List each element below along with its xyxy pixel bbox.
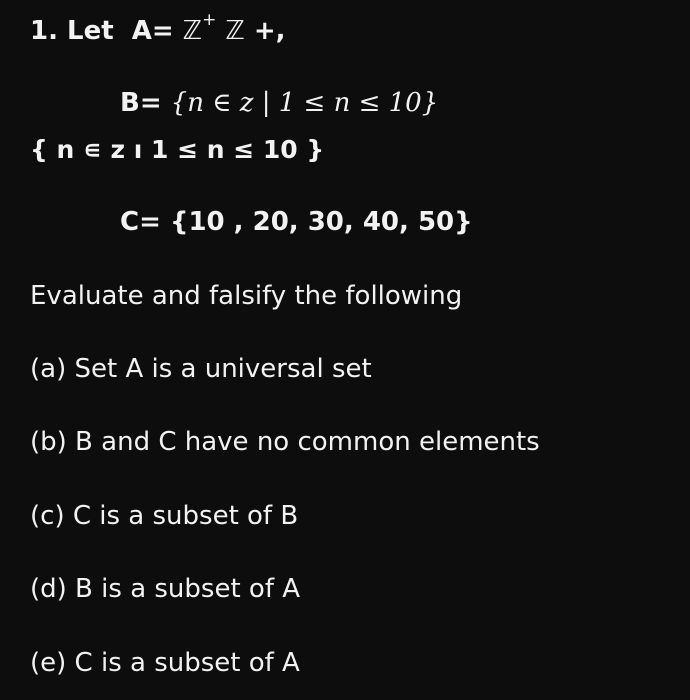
set-b-definition — [120, 87, 438, 119]
set-a-superscript: + — [202, 10, 217, 31]
statement-b: (b) B and C have no common elements — [30, 427, 540, 457]
statement-c: (c) C is a subset of B — [30, 501, 299, 531]
set-b-plain-notation: { n ∊ z ı 1 ≤ n ≤ 10 } — [30, 135, 325, 164]
set-b-label: B= — [120, 88, 162, 118]
set-a-tail: +, — [253, 16, 286, 46]
set-a-definition — [30, 10, 286, 47]
set-a-symbol: ℤ — [182, 16, 203, 46]
set-b-math-notation: {n ∈ z | 1 ≤ n ≤ 10} — [170, 88, 439, 118]
let-keyword: Let — [67, 16, 114, 46]
statement-e: (e) C is a subset of A — [30, 648, 300, 678]
set-c-definition — [120, 206, 473, 238]
set-c-elements: {10 , 20, 30, 40, 50} — [169, 207, 473, 237]
instructions-text: Evaluate and falsify the following — [30, 281, 463, 311]
statement-a: (a) Set A is a universal set — [30, 354, 372, 384]
statement-d: (d) B is a subset of A — [30, 574, 301, 604]
problem-number: 1. — [30, 16, 58, 46]
set-c-label: C= — [120, 207, 161, 237]
set-a-label: A= — [131, 16, 174, 46]
set-a-symbol-second: ℤ — [225, 16, 245, 46]
